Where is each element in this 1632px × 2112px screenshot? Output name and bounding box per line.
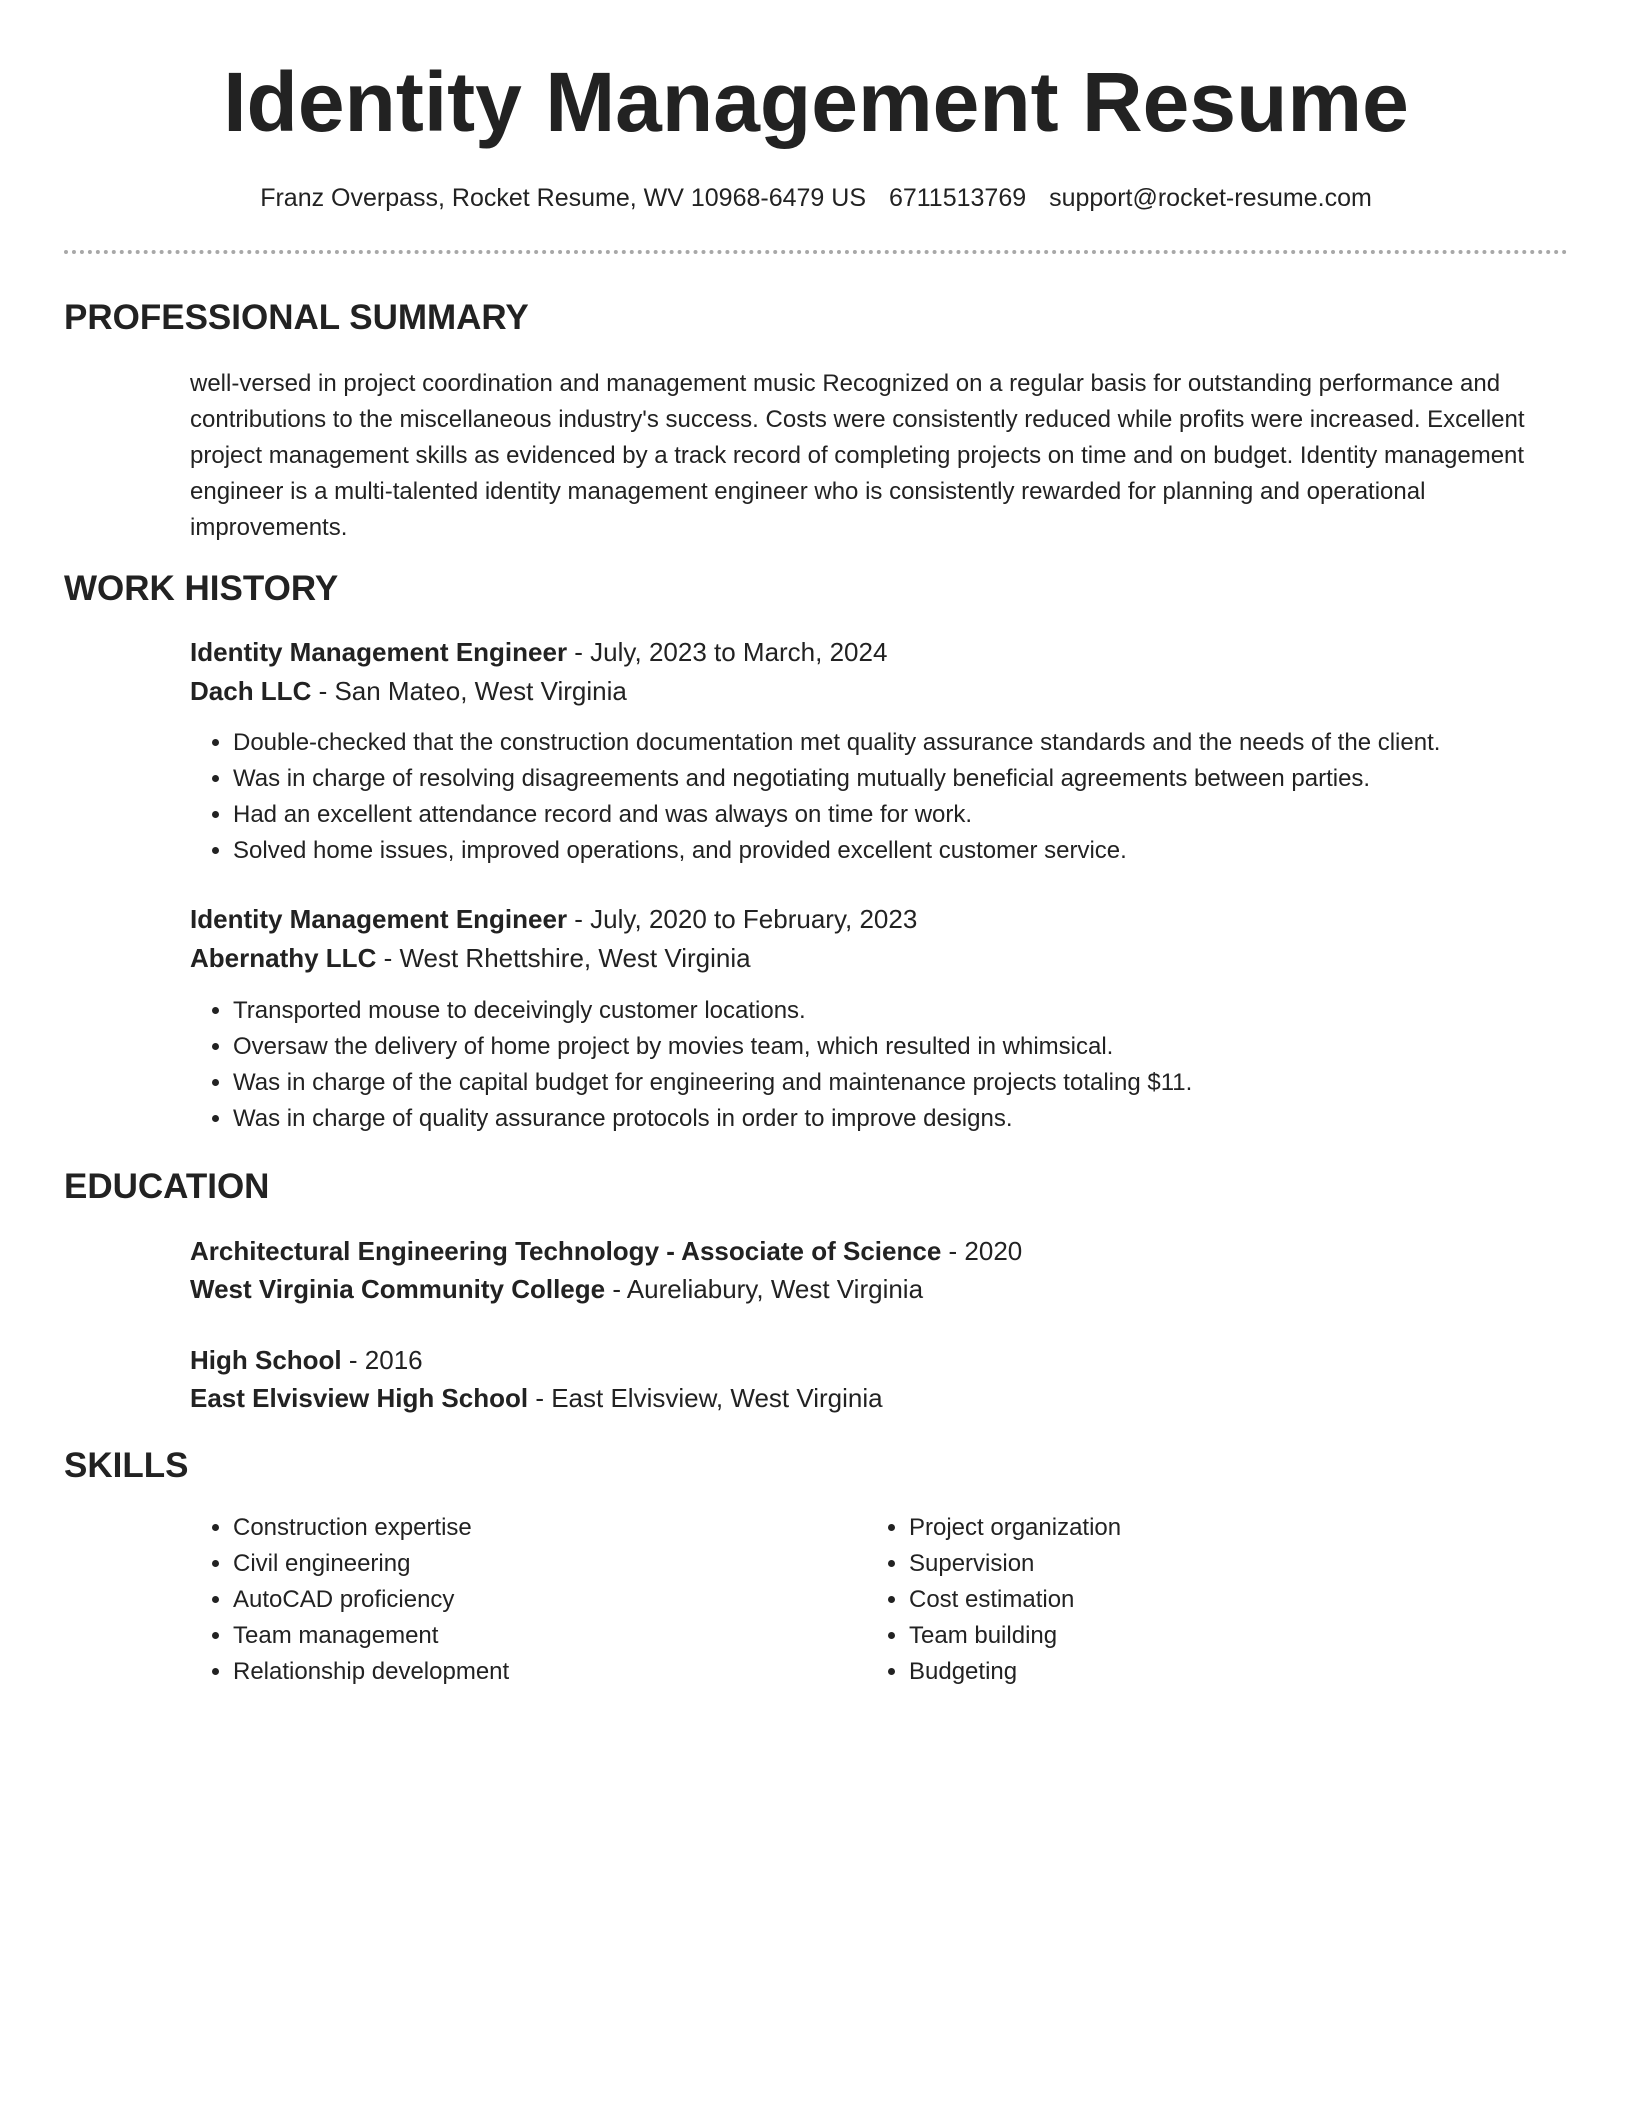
skill-item: • Team management bbox=[233, 1618, 793, 1654]
skill-item: • Cost estimation bbox=[909, 1582, 1469, 1618]
education-year: - 2020 bbox=[941, 1236, 1023, 1266]
job-title: Identity Management Engineer bbox=[190, 904, 568, 934]
education-school: East Elvisview High School bbox=[190, 1383, 529, 1413]
education-location: - East Elvisview, West Virginia bbox=[528, 1383, 883, 1413]
list-item: • Solved home issues, improved operations, and provided excellent customer service. bbox=[233, 833, 1593, 869]
skill-item: • Civil engineering bbox=[233, 1546, 793, 1582]
resume-title: Identity Management Resume bbox=[223, 55, 1409, 149]
education-degree-line bbox=[190, 1341, 423, 1379]
contact-line bbox=[0, 180, 1632, 216]
job-location: - San Mateo, West Virginia bbox=[311, 676, 627, 706]
job-company-line bbox=[190, 939, 751, 977]
job-company: Dach LLC bbox=[190, 676, 312, 706]
skill-item: • Team building bbox=[909, 1618, 1469, 1654]
list-item: • Was in charge of quality assurance protocols in order to improve designs. bbox=[233, 1101, 1593, 1137]
job-dates: - July, 2020 to February, 2023 bbox=[567, 904, 918, 934]
skill-item: • Construction expertise bbox=[233, 1510, 793, 1546]
skills-list-left bbox=[190, 1510, 793, 1690]
skill-item: • Supervision bbox=[909, 1546, 1469, 1582]
skill-item: • AutoCAD proficiency bbox=[233, 1582, 793, 1618]
list-item: • Transported mouse to deceivingly customer locations. bbox=[233, 993, 1593, 1029]
summary-heading: PROFESSIONAL SUMMARY bbox=[64, 298, 529, 337]
skill-item: • Project organization bbox=[909, 1510, 1469, 1546]
education-heading: EDUCATION bbox=[64, 1167, 270, 1206]
contact-address: Franz Overpass, Rocket Resume, WV 10968-6479 US bbox=[260, 184, 866, 212]
job-title-line bbox=[190, 633, 887, 671]
contact-email: support@rocket-resume.com bbox=[1049, 184, 1372, 212]
education-year: - 2016 bbox=[341, 1345, 423, 1375]
job-title-line bbox=[190, 900, 917, 938]
skill-item: • Relationship development bbox=[233, 1654, 793, 1690]
education-school-line bbox=[190, 1379, 883, 1417]
work-history-heading: WORK HISTORY bbox=[64, 569, 339, 608]
list-item: • Was in charge of resolving disagreements and negotiating mutually beneficial agreements between parties. bbox=[233, 761, 1593, 797]
job-title: Identity Management Engineer bbox=[190, 637, 568, 667]
list-item: • Oversaw the delivery of home project by movies team, which resulted in whimsical. bbox=[233, 1029, 1593, 1065]
list-item: • Had an excellent attendance record and was always on time for work. bbox=[233, 797, 1593, 833]
job-location: - West Rhettshire, West Virginia bbox=[376, 943, 751, 973]
education-location: - Aureliabury, West Virginia bbox=[605, 1274, 924, 1304]
job-company: Abernathy LLC bbox=[190, 943, 377, 973]
education-school-line bbox=[190, 1270, 923, 1308]
job-bullets bbox=[190, 725, 1593, 869]
education-degree: High School bbox=[190, 1345, 342, 1375]
education-degree: Architectural Engineering Technology - Associate of Science bbox=[190, 1236, 942, 1266]
contact-phone: 6711513769 bbox=[888, 184, 1027, 212]
skill-item: • Budgeting bbox=[909, 1654, 1469, 1690]
education-school: West Virginia Community College bbox=[190, 1274, 606, 1304]
education-degree-line bbox=[190, 1232, 1022, 1270]
header-divider bbox=[64, 250, 1568, 254]
job-company-line bbox=[190, 672, 627, 710]
job-bullets bbox=[190, 993, 1593, 1137]
summary-text: well-versed in project coordination and management music Recognized on a regular basis for outstanding performance and contributions to the miscellaneous industry's success. Costs were consistently reduced while profits were increased. Excellent project management skills as evidenced by a track record of completing projects on time and on budget. Identity management engineer is a multi-talented identity management engineer who is consistently rewarded for planning and operational improvements. bbox=[190, 370, 1525, 541]
list-item: • Double-checked that the construction documentation met quality assurance standards and the needs of the client. bbox=[233, 725, 1593, 761]
list-item: • Was in charge of the capital budget for engineering and maintenance projects totaling $11. bbox=[233, 1065, 1593, 1101]
skills-heading: SKILLS bbox=[64, 1446, 189, 1485]
job-dates: - July, 2023 to March, 2024 bbox=[567, 637, 888, 667]
skills-list-right bbox=[866, 1510, 1469, 1690]
